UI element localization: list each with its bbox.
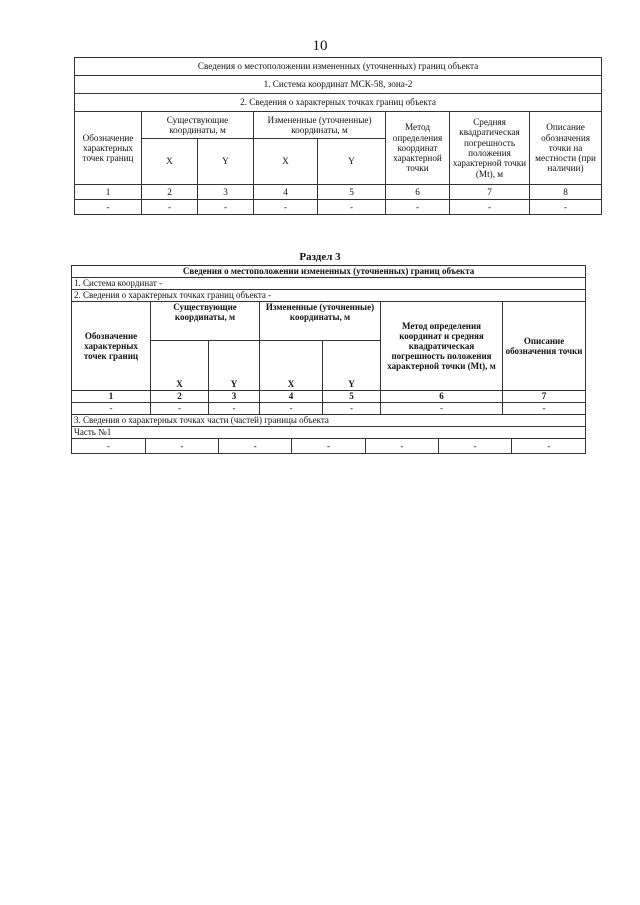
- column-number: 2: [142, 185, 198, 200]
- part-points-heading: 3. Сведения о характерных точках части (частей) границы объекта: [72, 415, 586, 427]
- header-changed-y: Y: [318, 139, 386, 185]
- boundary-points-table-2: [71, 265, 586, 454]
- table-cell: -: [209, 403, 260, 415]
- table-row: [72, 403, 586, 415]
- column-number-row: [75, 185, 602, 200]
- column-number: 3: [198, 185, 254, 200]
- header-existing-y: Y: [209, 341, 260, 391]
- header-description: Описание обозначения точки: [503, 302, 586, 391]
- table1-points-heading: 2. Сведения о характерных точках границ объекта: [75, 94, 602, 112]
- column-number: 5: [323, 391, 381, 403]
- table-cell: -: [450, 200, 530, 215]
- table2-coord-system: 1. Система координат -: [72, 278, 586, 290]
- table-cell: -: [386, 200, 450, 215]
- table-cell: -: [254, 200, 318, 215]
- table-cell: -: [318, 200, 386, 215]
- table-cell: -: [530, 200, 602, 215]
- column-number-row: [72, 391, 586, 403]
- header-method: Метод определения координат и средняя квадратическая погрешность положения характерной точки (Mt), м: [381, 302, 503, 391]
- header-changed-coords: Измененные (уточненные) координаты, м: [260, 302, 381, 341]
- table1-title: Сведения о местоположении измененных (уточненных) границ объекта: [75, 58, 602, 76]
- header-existing-x: X: [151, 341, 209, 391]
- header-existing-x: X: [142, 139, 198, 185]
- column-number: 5: [318, 185, 386, 200]
- table-cell: -: [75, 200, 142, 215]
- table2-title: Сведения о местоположении измененных (уточненных) границ объекта: [72, 266, 586, 278]
- column-number: 7: [503, 391, 586, 403]
- table-row: [75, 200, 602, 215]
- table-cell: -: [381, 403, 503, 415]
- table2-points-heading: 2. Сведения о характерных точках границ объекта -: [72, 290, 586, 302]
- table-cell: -: [503, 403, 586, 415]
- header-point-designation: Обозначение характерных точек границ: [72, 302, 151, 391]
- table-cell: -: [151, 403, 209, 415]
- header-description: Описание обозначения точки на местности (при наличии): [530, 112, 602, 185]
- column-number: 8: [530, 185, 602, 200]
- column-number: 4: [254, 185, 318, 200]
- boundary-points-table-1: [74, 57, 602, 215]
- column-number: 6: [386, 185, 450, 200]
- table-cell: -: [365, 439, 438, 453]
- part-label: Часть №1: [72, 427, 586, 439]
- column-number: 3: [209, 391, 260, 403]
- part-row-table: [72, 439, 585, 453]
- header-changed-x: X: [260, 341, 323, 391]
- table-cell: -: [72, 403, 151, 415]
- header-rms-error: Средняя квадратическая погрешность положения характерной точки (Mt), м: [450, 112, 530, 185]
- column-number: 6: [381, 391, 503, 403]
- table1-coord-system: 1. Система координат МСК-58, зона-2: [75, 76, 602, 94]
- table-cell: -: [260, 403, 323, 415]
- header-method: Метод определения координат характерной точки: [386, 112, 450, 185]
- header-existing-y: Y: [198, 139, 254, 185]
- section-title: Раздел 3: [299, 251, 341, 263]
- table-cell: -: [198, 200, 254, 215]
- header-changed-x: X: [254, 139, 318, 185]
- part-row-container: [72, 439, 586, 454]
- column-number: 2: [151, 391, 209, 403]
- header-existing-coords: Существующие координаты, м: [142, 112, 254, 139]
- column-number: 1: [72, 391, 151, 403]
- table-cell: -: [72, 439, 145, 453]
- table-cell: -: [142, 200, 198, 215]
- table-cell: -: [292, 439, 365, 453]
- table-row: [72, 439, 585, 453]
- table-cell: -: [438, 439, 511, 453]
- header-point-designation: Обозначение характерных точек границ: [75, 112, 142, 185]
- header-changed-coords: Измененные (уточненные) координаты, м: [254, 112, 386, 139]
- table-cell: -: [323, 403, 381, 415]
- column-number: 4: [260, 391, 323, 403]
- table-cell: -: [512, 439, 585, 453]
- page-number: 10: [312, 38, 328, 54]
- column-number: 7: [450, 185, 530, 200]
- table-cell: -: [219, 439, 292, 453]
- column-number: 1: [75, 185, 142, 200]
- header-changed-y: Y: [323, 341, 381, 391]
- table-cell: -: [145, 439, 218, 453]
- header-existing-coords: Существующие координаты, м: [151, 302, 260, 341]
